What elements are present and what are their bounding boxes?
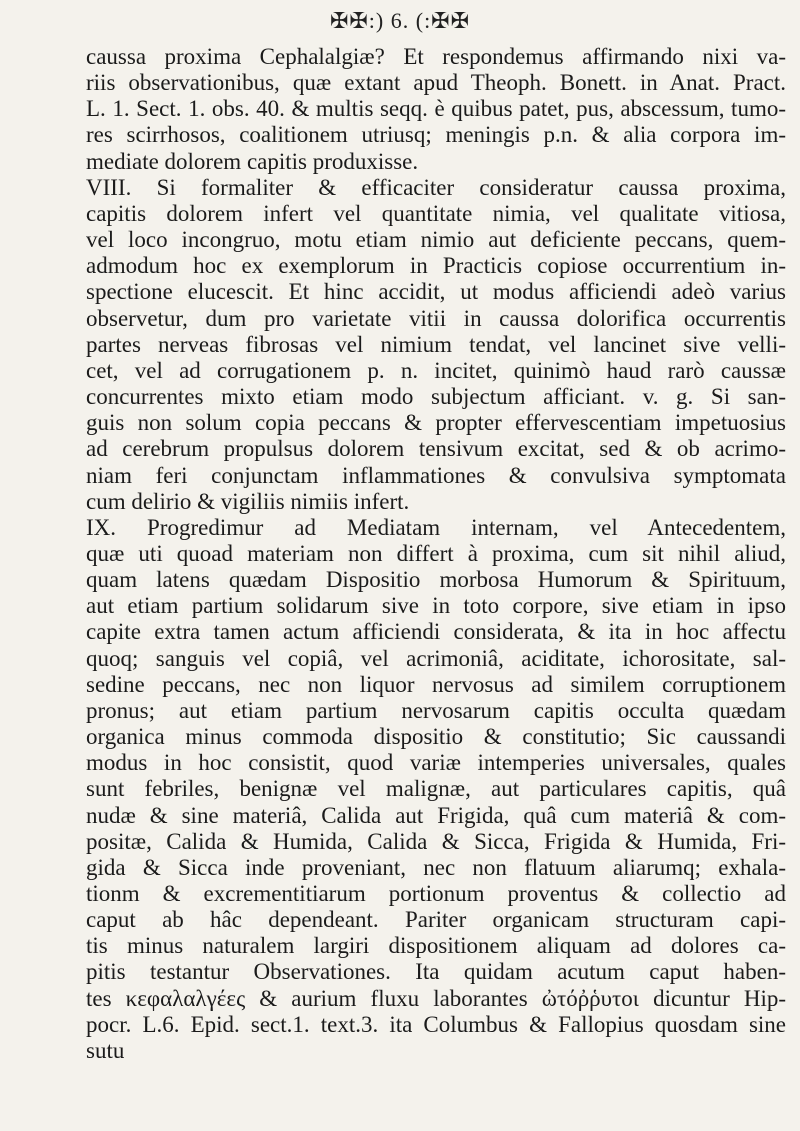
text-line: niam feri conjunctam inflammationes & convulsiva symptomata bbox=[86, 462, 786, 488]
text-line: sutu bbox=[86, 1037, 125, 1063]
text-line: observetur, dum pro varietate vitii in caussa dolorifica occurrentis bbox=[86, 305, 786, 331]
text-line: cum delirio & vigiliis nimiis infert. bbox=[86, 488, 410, 514]
text-line: concurrentes mixto etiam modo subjectum afficiant. v. g. Si san- bbox=[86, 384, 786, 410]
body-text bbox=[86, 44, 786, 1064]
text-line: VIII. Si formaliter & efficaciter consideratur caussa proxima, bbox=[86, 174, 786, 200]
text-line: vel loco incongruo, motu etiam nimio aut deficiente peccans, quem- bbox=[86, 227, 786, 253]
text-line: guis non solum copia peccans & propter effervescentiam impetuosius bbox=[86, 410, 786, 436]
text-line: res scirrhosos, coalitionem utriusq; meningis p.n. & alia corpora im- bbox=[86, 122, 786, 148]
text-line: quæ uti quoad materiam non differt à proxima, cum sit nihil aliud, bbox=[86, 540, 786, 566]
text-line: admodum hoc ex exemplorum in Practicis copiose occurrentium in- bbox=[86, 253, 786, 279]
text-line: tis minus naturalem largiri dispositionem aliquam ad dolores ca- bbox=[86, 933, 786, 959]
text-line: pronus; aut etiam partium nervosarum capitis occulta quædam bbox=[86, 697, 786, 723]
text-line: tionm & excrementitiarum portionum proventus & collectio ad bbox=[86, 881, 786, 906]
text-line: tes κεφαλαλγέες & aurium fluxu laborantes ὠτόῤῥυτοι dicuntur Hip- bbox=[86, 985, 786, 1011]
text-line: partes nerveas fibrosas vel nimium tendat, vel lancinet sive velli- bbox=[86, 331, 786, 357]
text-line: aut etiam partium solidarum sive in toto corpore, sive etiam in ipso bbox=[86, 593, 786, 619]
text-line: mediate dolorem capitis produxisse. bbox=[86, 148, 419, 174]
text-line: capite extra tamen actum afficiendi considerata, & ita in hoc affectu bbox=[86, 619, 786, 645]
text-line: quoq; sanguis vel copiâ, vel acrimoniâ, aciditate, ichorositate, sal- bbox=[86, 645, 786, 671]
text-line: positæ, Calida & Humida, Calida & Sicca, Frigida & Humida, Fri- bbox=[86, 828, 786, 854]
text-line: cet, vel ad corrugationem p. n. incitet, quinimò haud rarò caussæ bbox=[86, 357, 786, 383]
text-line: L. 1. Sect. 1. obs. 40. & multis seqq. è quibus patet, pus, abscessum, tumo- bbox=[86, 96, 786, 122]
text-line: organica minus commoda dispositio & constitutio; Sic caussandi bbox=[86, 724, 786, 750]
text-line: caput ab hâc dependeant. Pariter organicam structuram capi- bbox=[86, 907, 786, 933]
page-header: ✠✠:) 6. (:✠✠ bbox=[329, 8, 471, 33]
text-line: IX. Progredimur ad Mediatam internam, vel Antecedentem, bbox=[86, 514, 786, 540]
text-line: caussa proxima Cephalalgiæ? Et respondemus affirmando nixi va- bbox=[86, 44, 786, 69]
text-line: ad cerebrum propulsus dolorem tensivum excitat, sed & ob acrimo- bbox=[86, 436, 786, 462]
text-line: modus in hoc consistit, quod variæ intemperies universales, quales bbox=[86, 750, 786, 776]
text-line: sunt febriles, benignæ vel malignæ, aut particulares capitis, quâ bbox=[86, 776, 786, 802]
text-line: spectione elucescit. Et hinc accidit, ut modus afficiendi adeò varius bbox=[86, 279, 786, 305]
text-line: pitis testantur Observationes. Ita quidam acutum caput haben- bbox=[86, 959, 786, 985]
text-line: capitis dolorem infert vel quantitate nimia, vel qualitate vitiosa, bbox=[86, 200, 786, 226]
text-line: sedine peccans, nec non liquor nervosus ad similem corruptionem bbox=[86, 671, 786, 697]
text-line: riis observationibus, quæ extant apud Theoph. Bonett. in Anat. Pract. bbox=[86, 70, 786, 96]
text-line: gida & Sicca inde proveniant, nec non flatuum aliarumq; exhala- bbox=[86, 854, 786, 880]
text-line: nudæ & sine materiâ, Calida aut Frigida, quâ cum materiâ & com- bbox=[86, 802, 786, 828]
text-line: pocr. L.6. Epid. sect.1. text.3. ita Columbus & Fallopius quosdam sine bbox=[86, 1011, 786, 1037]
text-line: quam latens quædam Dispositio morbosa Humorum & Spirituum, bbox=[86, 567, 786, 593]
